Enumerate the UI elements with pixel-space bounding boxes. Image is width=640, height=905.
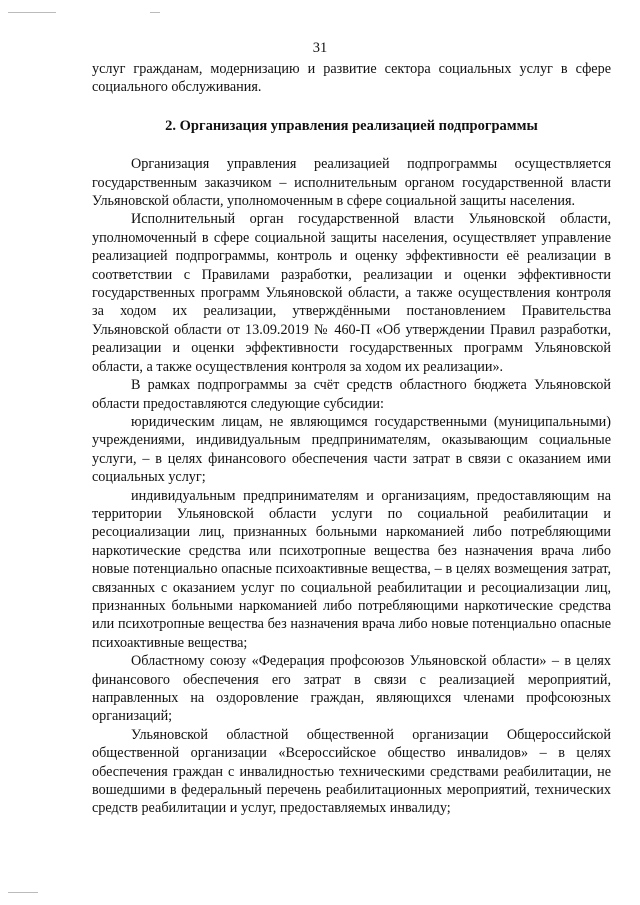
scan-artifact <box>8 892 38 893</box>
list-item: Ульяновской областной общественной организации Общероссийской общественной организации «Всероссийское общество инвалидов» – в целях обеспечения граждан с инвалидностью техническими средствами реабилитации, не вошедшими в федеральный перечень реабилитационных мероприятий, технических средств реабилитации и услуг, предоставляемых инвалиду; <box>92 726 611 817</box>
paragraph: Исполнительный орган государственной власти Ульяновской области, уполномоченный в сфере социальной защиты населения, осуществляет управление реализацией подпрограммы, контроль и оценку эффективности её реализации в соответствии с Правилами разработки, реализации и оценки эффективности государственных программ Ульяновской области, а также осуществления контроля за ходом их реализации, утверждёнными постановлением Правительства Ульяновской области от 13.09.2019 № 460-П «Об утверждении Правил разработки, реализации и оценки эффективности государственных программ Ульяновской области, а также осуществления контроля за ходом их реализации». <box>92 211 611 375</box>
list-item: Областному союзу «Федерация профсоюзов Ульяновской области» – в целях финансового обеспечения его затрат в связи с реализацией мероприятий, направленных на оздоровление граждан, являющихся членами профсоюзных организаций; <box>92 653 611 725</box>
page-number: 31 <box>312 40 328 56</box>
document-body <box>92 60 611 818</box>
list-item: индивидуальным предпринимателям и организациям, предоставляющим на территории Ульяновской области услуги по социальной реабилитации и ресоциализации лиц, признанных больными наркоманией либо потребляющими наркотические средства или психотропные вещества без назначения врача либо новые потенциально опасные психоактивные вещества, – в целях возмещения затрат, связанных с оказанием услуг по социальной реабилитации и ресоциализации лиц, признанных больными наркоманией либо потребляющими наркотические средства или психотропные вещества без назначения врача либо новые потенциально опасные психоактивные вещества; <box>92 487 611 651</box>
scan-artifact <box>8 12 56 13</box>
paragraph: В рамках подпрограммы за счёт средств областного бюджета Ульяновской области предоставляются следующие субсидии: <box>92 377 611 412</box>
paragraph: Организация управления реализацией подпрограммы осуществляется государственным заказчиком – исполнительным органом государственной власти Ульяновской области, уполномоченным в сфере социальной защиты населения. <box>92 156 611 210</box>
section-heading: 2. Организация управления реализацией подпрограммы <box>165 117 538 134</box>
list-item: юридическим лицам, не являющимся государственными (муниципальными) учреждениями, индивидуальным предпринимателям, оказывающим социальные услуги, – в целях финансового обеспечения части затрат в связи с оказанием ими социальных услуг; <box>92 413 611 486</box>
scan-artifact <box>150 12 160 13</box>
intro-paragraph: услуг гражданам, модернизацию и развитие сектора социальных услуг в сфере социального обслуживания. <box>92 61 611 96</box>
